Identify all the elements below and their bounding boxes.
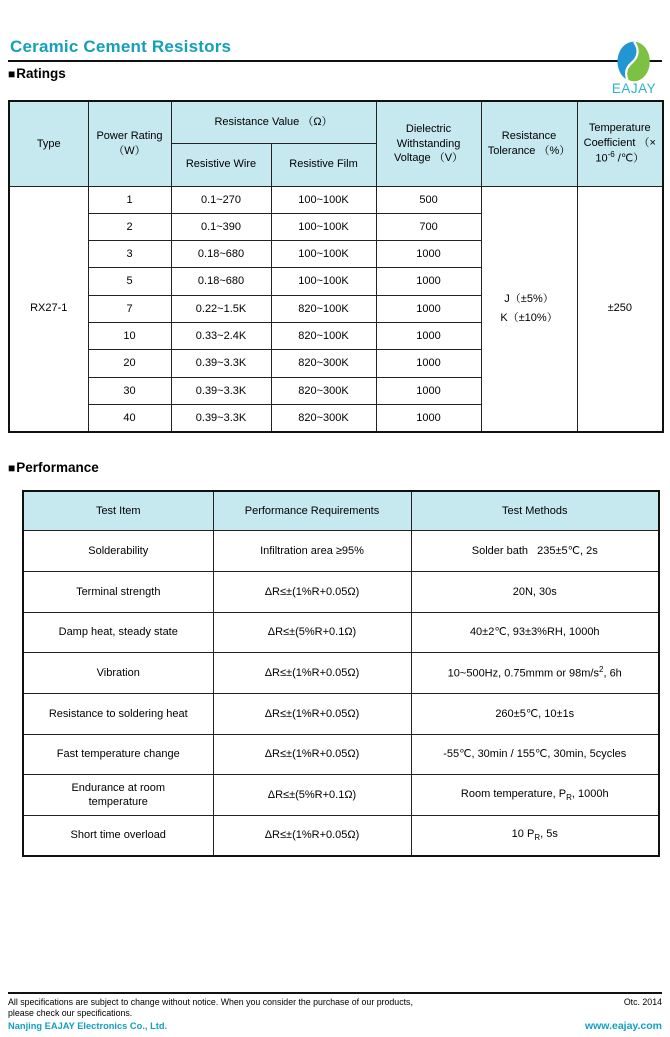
ratings-film-cell: 100~100K [271, 268, 376, 295]
performance-requirement-cell: ΔR≤±(5%R+0.1Ω) [213, 612, 411, 653]
ratings-tolerance-cell: J（±5%） K（±10%） [481, 186, 577, 432]
performance-header-test-item: Test Item [23, 491, 213, 531]
ratings-header-type: Type [9, 101, 88, 186]
performance-method-cell: -55℃, 30min / 155℃, 30min, 5cycles [411, 734, 659, 775]
performance-requirement-cell: ΔR≤±(1%R+0.05Ω) [213, 734, 411, 775]
performance-row [23, 571, 659, 612]
performance-requirement-cell: ΔR≤±(1%R+0.05Ω) [213, 571, 411, 612]
ratings-wire-cell: 0.18~680 [171, 241, 271, 268]
ratings-header-tolerance: Resistance Tolerance （%） [481, 101, 577, 186]
footer-website-link[interactable]: www.eajay.com [584, 1019, 662, 1032]
performance-method-cell: Room temperature, $P_R$, 1000h [411, 775, 659, 816]
ratings-voltage-cell: 1000 [376, 404, 481, 431]
ratings-film-cell: 100~100K [271, 213, 376, 240]
footer-disclaimer-line2: please check our specifications. [8, 1008, 133, 1019]
performance-requirement-cell: ΔR≤±(1%R+0.05Ω) [213, 815, 411, 856]
performance-test-item-cell: Resistance to soldering heat [23, 693, 213, 734]
ratings-power-cell: 30 [88, 377, 171, 404]
ratings-power-cell: 3 [88, 241, 171, 268]
ratings-voltage-cell: 1000 [376, 295, 481, 322]
performance-table [22, 490, 660, 858]
ratings-film-cell: 820~300K [271, 350, 376, 377]
performance-method-cell: 260±5℃, 10±1s [411, 693, 659, 734]
ratings-type-cell: RX27-1 [9, 186, 88, 432]
ratings-film-cell: 100~100K [271, 241, 376, 268]
ratings-power-cell: 7 [88, 295, 171, 322]
ratings-section-heading: ■Ratings [8, 66, 66, 81]
ratings-film-cell: 820~100K [271, 322, 376, 349]
performance-requirement-cell: Infiltration area ≥95% [213, 531, 411, 572]
performance-requirement-cell: ΔR≤±(1%R+0.05Ω) [213, 653, 411, 694]
page-title: Ceramic Cement Resistors [10, 37, 232, 56]
ratings-table [8, 100, 664, 433]
ratings-power-cell: 20 [88, 350, 171, 377]
performance-row [23, 693, 659, 734]
ratings-voltage-cell: 500 [376, 186, 481, 213]
performance-row [23, 815, 659, 856]
ratings-wire-cell: 0.1~390 [171, 213, 271, 240]
performance-requirement-cell: ΔR≤±(1%R+0.05Ω) [213, 693, 411, 734]
ratings-voltage-cell: 700 [376, 213, 481, 240]
ratings-wire-cell: 0.22~1.5K [171, 295, 271, 322]
page-footer [8, 992, 662, 1032]
ratings-wire-cell: 0.18~680 [171, 268, 271, 295]
ratings-wire-cell: 0.39~3.3K [171, 377, 271, 404]
ratings-wire-cell: 0.33~2.4K [171, 322, 271, 349]
performance-method-cell: Solder bath 235±5℃, 2s [411, 531, 659, 572]
ratings-header-power: Power Rating （W） [88, 101, 171, 186]
footer-disclaimer-line1: All specifications are subject to change without notice. When you consider the purchase of our products, [8, 997, 413, 1007]
ratings-voltage-cell: 1000 [376, 377, 481, 404]
ratings-wire-cell: 0.39~3.3K [171, 404, 271, 431]
performance-test-item-cell: Terminal strength [23, 571, 213, 612]
ratings-header-resistance-value: Resistance Value （Ω） [171, 101, 376, 143]
ratings-film-cell: 820~100K [271, 295, 376, 322]
performance-test-item-cell: Solderability [23, 531, 213, 572]
performance-test-item-cell: Damp heat, steady state [23, 612, 213, 653]
performance-row [23, 775, 659, 816]
ratings-voltage-cell: 1000 [376, 322, 481, 349]
ratings-power-cell: 2 [88, 213, 171, 240]
performance-section-heading: ■Performance [8, 459, 99, 475]
brand-name: EAJAY [611, 81, 657, 96]
ratings-film-cell: 100~100K [271, 186, 376, 213]
performance-test-item-cell: Endurance at room temperature [23, 775, 213, 816]
ratings-voltage-cell: 1000 [376, 268, 481, 295]
performance-row [23, 734, 659, 775]
square-bullet-icon: ■ [8, 67, 16, 81]
ratings-power-cell: 5 [88, 268, 171, 295]
ratings-temp-coefficient-cell: ±250 [577, 186, 663, 432]
ratings-row [9, 186, 663, 213]
performance-test-item-cell: Vibration [23, 653, 213, 694]
performance-row [23, 531, 659, 572]
square-bullet-icon: ■ [8, 460, 16, 475]
performance-method-cell: 10~500Hz, 0.75mmm or $98m/s^2$, 6h [411, 653, 659, 694]
footer-company-name: Nanjing EAJAY Electronics Co., Ltd. [8, 1020, 168, 1031]
performance-row [23, 612, 659, 653]
leaf-drop-icon [617, 41, 651, 82]
footer-date: Otc. 2014 [623, 997, 662, 1007]
ratings-power-cell: 10 [88, 322, 171, 349]
ratings-voltage-cell: 1000 [376, 241, 481, 268]
ratings-wire-cell: 0.39~3.3K [171, 350, 271, 377]
ratings-header-temp-coefficient: Temperature Coefficient （× $10^{-6}$ /℃） [577, 101, 663, 186]
ratings-power-cell: 1 [88, 186, 171, 213]
performance-method-cell: 10 $P_R$, 5s [411, 815, 659, 856]
ratings-power-cell: 40 [88, 404, 171, 431]
ratings-wire-cell: 0.1~270 [171, 186, 271, 213]
performance-header-test-methods: Test Methods [411, 491, 659, 531]
ratings-header-resistive-film: Resistive Film [271, 143, 376, 186]
ratings-film-cell: 820~300K [271, 377, 376, 404]
performance-row [23, 653, 659, 694]
ratings-header-resistive-wire: Resistive Wire [171, 143, 271, 186]
performance-header-requirements: Performance Requirements [213, 491, 411, 531]
performance-test-item-cell: Short time overload [23, 815, 213, 856]
ratings-header-dielectric: Dielectric Withstanding Voltage （V） [376, 101, 481, 186]
ratings-voltage-cell: 1000 [376, 350, 481, 377]
ratings-film-cell: 820~300K [271, 404, 376, 431]
title-divider [8, 60, 662, 62]
performance-method-cell: 20N, 30s [411, 571, 659, 612]
performance-requirement-cell: ΔR≤±(5%R+0.1Ω) [213, 775, 411, 816]
performance-test-item-cell: Fast temperature change [23, 734, 213, 775]
performance-method-cell: 40±2℃, 93±3%RH, 1000h [411, 612, 659, 653]
company-logo [608, 41, 660, 96]
